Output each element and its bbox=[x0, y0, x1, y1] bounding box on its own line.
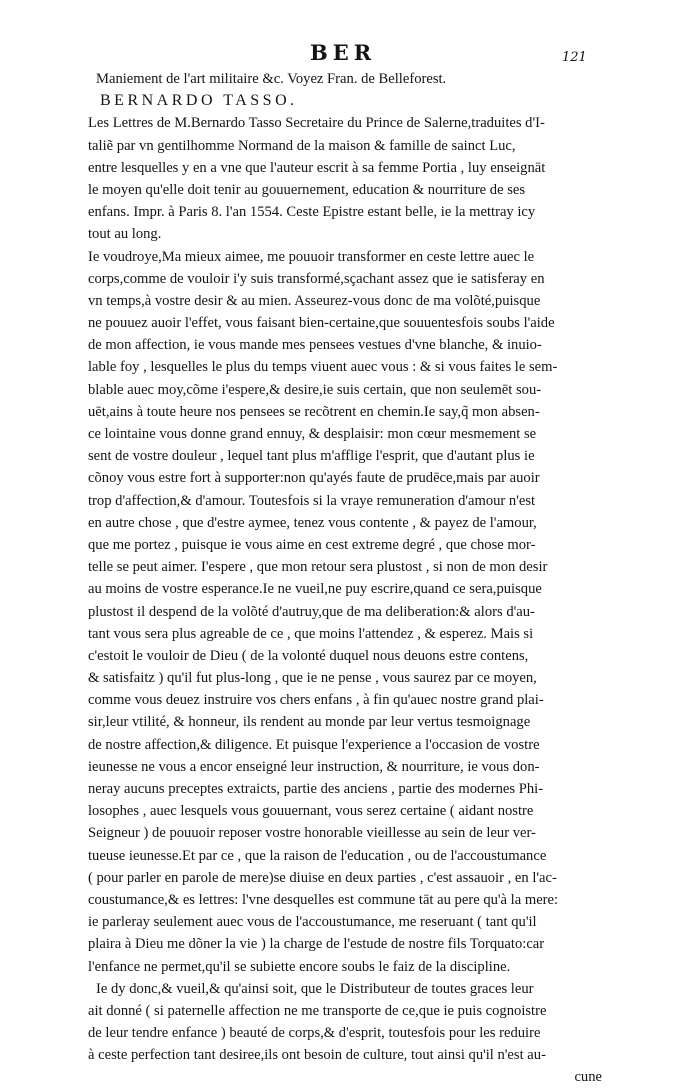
text-line: trop d'affection,& d'amour. Toutesfois si la vraye remuneration d'amour n'est bbox=[88, 492, 536, 509]
text-line: coustumance,& es lettres: l'vne desquelles est commune tāt au pere qu'à la mere: bbox=[88, 891, 559, 908]
text-line: losophes , auec lesquels vous gouuernant, vous serez certaine ( aidant nostre bbox=[88, 803, 534, 820]
page-number: 121 bbox=[562, 50, 587, 65]
text-line: sir,leur vtilité, & honneur, ils rendent au monde par leur vertus tesmoignage bbox=[88, 714, 531, 731]
running-head-title: BER bbox=[310, 40, 377, 65]
text-line: au moins de vostre esperance.Ie ne vueil,ne puy escrire,quand ce sera,puisque bbox=[88, 581, 542, 598]
text-line: le moyen qu'elle doit tenir au gouuernement, education & nourriture de ses bbox=[88, 181, 526, 198]
text-line: Seigneur ) de pouuoir reposer vostre honorable vieillesse au sein de leur ver- bbox=[88, 825, 536, 842]
text-line: enfans. Impr. à Paris 8. l'an 1554. Ceste Epistre estant belle, ie la mettray icy bbox=[88, 204, 536, 221]
text-line: cõnoy vous estre fort à supporter:non qu'ayés faute de prudēce,mais par auoir bbox=[88, 470, 540, 487]
text-line: à ceste perfection tant desiree,ils ont besoin de culture, tout ainsi qu'il n'est au- bbox=[88, 1047, 546, 1064]
text-line: plaira à Dieu me dõner la vie ) la charge de l'estude de nostre fils Torquato:car bbox=[88, 936, 545, 953]
text-line: de nostre affection,& diligence. Et puisque l'experience a l'occasion de vostre bbox=[88, 736, 540, 753]
text-line: de leur tendre enfance ) beauté de corps,& d'esprit, toutesfois pour les reduire bbox=[88, 1025, 541, 1042]
text-line: sent de vostre douleur , lequel tant plus m'afflige l'esprit, que d'autant plus ie bbox=[88, 448, 535, 465]
text-line: taliẽ par vn gentilhomme Normand de la maison & famille de sainct Luc, bbox=[88, 137, 516, 154]
section-heading: BERNARDO TASSO. bbox=[100, 92, 298, 110]
text-line: ait donné ( si paternelle affection ne me transporte de ce,que ie puis cognoistre bbox=[88, 1002, 547, 1019]
text-line: ie parleray seulement auec vous de l'accoustumance, me reseruant ( tant qu'il bbox=[88, 914, 537, 931]
body-text bbox=[88, 68, 602, 1089]
running-head bbox=[0, 40, 696, 70]
text-line: Les Lettres de M.Bernardo Tasso Secretaire du Prince de Salerne,traduites d'I- bbox=[88, 115, 545, 132]
text-line: Ie voudroye,Ma mieux aimee, me pouuoir transformer en ceste lettre auec le bbox=[88, 248, 535, 265]
text-line: que me portez , puisque ie vous aime en cest extreme degré , que chose mor- bbox=[88, 536, 536, 553]
text-line: Maniement de l'art militaire &c. Voyez Fran. de Belleforest. bbox=[96, 71, 447, 87]
text-line: corps,comme de vouloir i'y suis transformé,sçachant assez que ie satisferay en bbox=[88, 270, 545, 287]
text-line: l'enfance ne permet,qu'il se subiette encore soubs le faiz de la discipline. bbox=[88, 958, 511, 975]
text-line: ieunesse ne vous a encor enseigné leur instruction, & nourriture, ie vous don- bbox=[88, 758, 540, 775]
text-line: plustost il despend de la volõté d'autruy,que de ma deliberation:& alors d'au- bbox=[88, 603, 535, 620]
catchword: cune bbox=[574, 1069, 602, 1086]
text-line: ce lointaine vous donne grand ennuy, & desplaisir: mon cœur mesmement se bbox=[88, 426, 537, 442]
text-line: neray aucuns preceptes extraicts, partie des anciens , partie des modernes Phi- bbox=[88, 781, 544, 797]
text-line: lable foy , lesquelles le plus du temps viuent auec vous : & si vous faites le sem- bbox=[88, 359, 558, 376]
text-line: ( pour parler en parole de mere)se diuise en deux parties , c'est assauoir , en l'ac- bbox=[88, 869, 557, 886]
text-line: en autre chose , que d'estre aymee, tenez vous contente , & payez de l'amour, bbox=[88, 514, 537, 531]
text-line: comme vous deuez instruire vos chers enfans , à fin qu'auec nostre grand plai- bbox=[88, 692, 544, 709]
text-line: de mon affection, ie vous mande mes pensees vestues d'vne blanche, & inuio- bbox=[88, 337, 542, 354]
text-line: ne pouuez auoir l'effet, vous faisant bien-certaine,que souuentesfois soubs l'aide bbox=[88, 315, 555, 332]
text-line: vn temps,à vostre desir & au mien. Asseurez-vous donc de ma volõté,puisque bbox=[88, 292, 541, 309]
text-line: entre lesquelles y en a vne que l'auteur escrit à sa femme Portia , luy enseignāt bbox=[88, 159, 546, 176]
text-line: blable auec moy,cõme i'espere,& desire,ie suis certain, que non seulemēt sou- bbox=[88, 381, 542, 398]
text-line: telle se peut aimer. I'espere , que mon retour sera plustost , si non de mon desir bbox=[88, 559, 548, 576]
text-line: uēt,ains à toute heure nos pensees se recõtrent en chemin.Ie say,q̃ mon absen- bbox=[88, 403, 540, 420]
text-line: & satisfaitz ) qu'il fut plus-long , que ie ne pense , vous saurez par ce moyen, bbox=[88, 670, 537, 687]
text-line: Ie dy donc,& vueil,& qu'ainsi soit, que le Distributeur de toutes graces leur bbox=[96, 980, 534, 997]
text-line: tueuse ieunesse.Et par ce , que la raison de l'education , ou de l'accoustumance bbox=[88, 847, 547, 864]
text-line: c'estoit le vouloir de Dieu ( de la volonté duquel nous deuons estre contens, bbox=[88, 647, 529, 664]
text-line: tout au long. bbox=[88, 226, 162, 243]
text-line: tant vous sera plus agreable de ce , que moins l'attendez , & esperez. Mais si bbox=[88, 625, 534, 642]
